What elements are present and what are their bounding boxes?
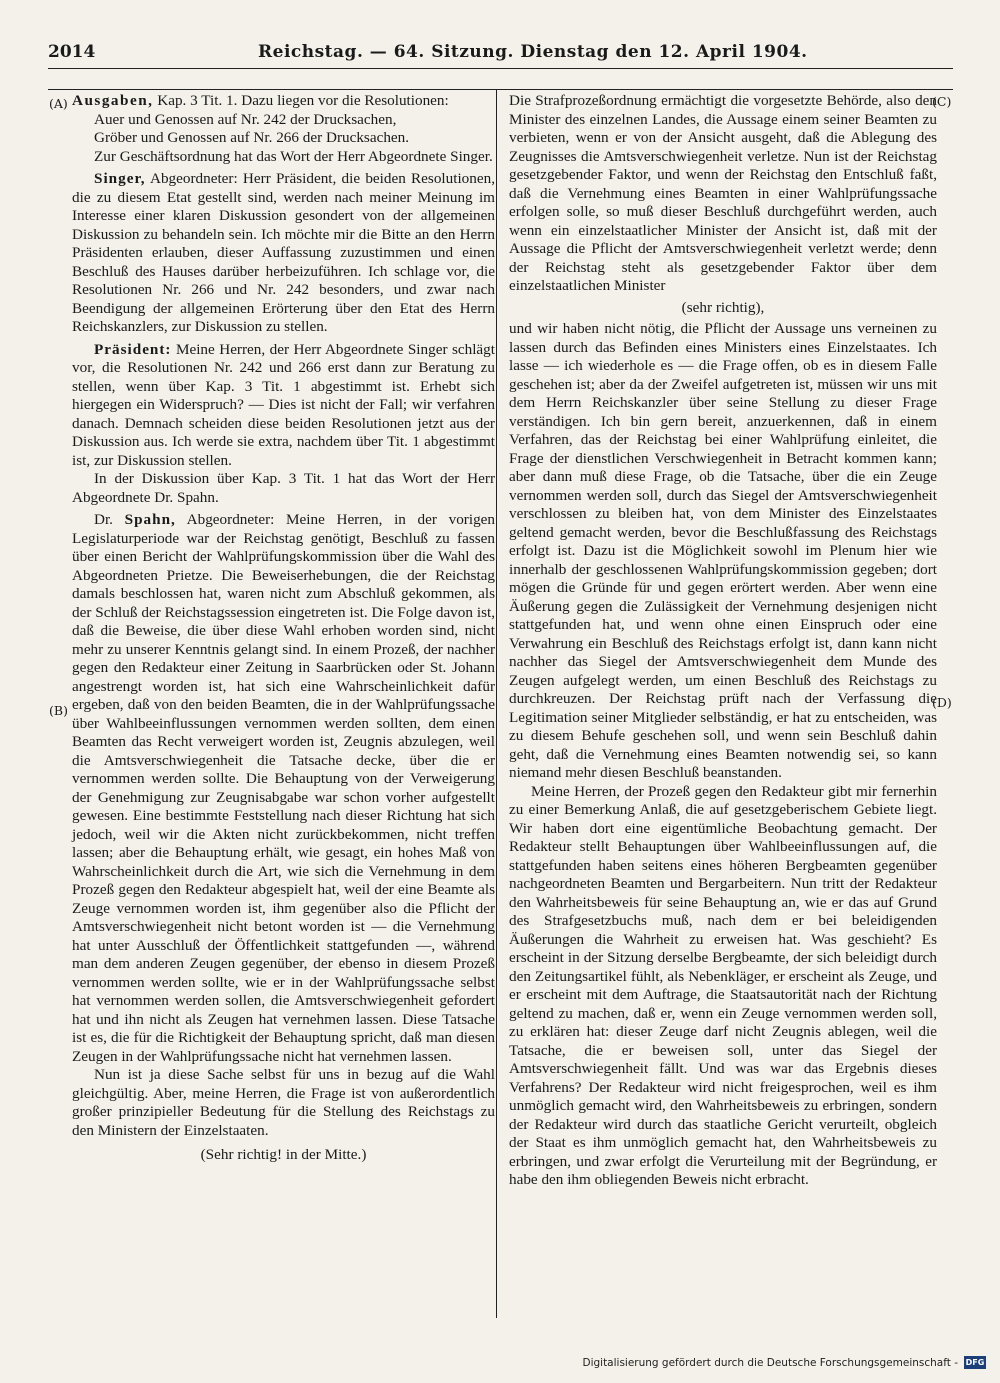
resolution-auer: Auer und Genossen auf Nr. 242 der Drucksachen, [94, 110, 397, 128]
header-rule-bottom [48, 89, 953, 90]
paragraph-budget-item [72, 92, 495, 111]
footer-credit: Digitalisierung gefördert durch die Deutsche Forschungsgemeinschaft - [582, 1356, 958, 1369]
header-rule-top [48, 68, 953, 69]
speaker-singer: Singer, [94, 170, 146, 187]
page-number: 2014 [48, 42, 96, 62]
paragraph-singer [72, 170, 495, 337]
paragraph-president [72, 341, 495, 471]
paragraph-right-3: Meine Herren, der Prozeß gegen den Redakteur gibt mir fernerhin zu einer Bemerkung Anlaß, die auf gesetzgeberischem Gebiete liegt. Wir haben dort eine eigentümliche Beobachtung gemacht. Der Redakteur stellt Behauptungen über Wahlbeeinflussungen auf, die stattgefunden haben seitens eines höheren Bergbeamten gegenüber nachgeordneten Beamten und Bergarbeitern. Nun tritt der Redakteur den Wahrheitsbeweis für seine Behauptung an, wie er das auf Grund des Strafgesetzbuchs muß, nach dem er bei beleidigenden Äußerungen die Wahrheit zu erweisen hat. Was geschieht? Es erscheint in der Sitzung derselbe Bergbeamte, der sich beleidigt durch den Zeitungsartikel fühlt, als Nebenkläger, er erscheint als Zeuge, und er erscheint mit dem Auftrage, die Staatsautorität nach der Richtung geltend zu machen, daß er, wenn ein Zeuge vernommen werden soll, zu erklären hat: dieser Zeuge darf nicht Zeugnis ablegen, weil die Tatsache, die er beweisen soll, unter das Siegel der Amtsverschwiegenheit fällt. Und was war das Ergebnis dieses Verfahrens? Der Redakteur wird nicht freigesprochen, weil es ihm unmöglich gemacht wird, den Wahrheitsbeweis zu erbringen, sondern der Redakteur wird durch das staatliche Gericht verurteilt, obgleich der Staat es ihm unmöglich gemacht hat, den Wahrheitsbeweis zu erbringen, und zwar erfolgt die Verurteilung mit der Begründung, er habe den ihm obliegenden Beweis nicht erbracht. [509, 782, 937, 1188]
margin-mark-a: (A) [49, 96, 68, 111]
paragraph-right-1: Die Strafprozeßordnung ermächtigt die vorgesetzte Behörde, also den Minister des einzelnen Landes, die Aussage einem seiner Beamten zu verbieten, wenn er von der Ansicht ausgeht, daß die Ablegung des Zeugnisses die Amtsverschwiegenheit verletze. Nun ist der Reichstag gesetzgebender Faktor, und wenn der Reichstag den Entschluß faßt, daß die Vernehmung eines Beamten in einer Wahlprüfungssache erfolgen solle, so muß dieser Beschluß durchgeführt werden, auch wenn ein einzelstaatlicher Minister der Ansicht ist, daß mit der Aussage die Pflicht der Amtsverschwiegenheit verletzt werde; denn der Reichstag steht als gesetzgebender Faktor über dem einzelstaatlichen Minister [509, 92, 937, 294]
running-title: Reichstag. — 64. Sitzung. Dienstag den 12. April 1904. [258, 42, 808, 62]
interjection-sehr-richtig: (sehr richtig), [681, 298, 765, 316]
speech-spahn: Abgeordneter: Meine Herren, in der vorigen Legislaturperiode war der Reichstag genötigt, Beschluß zu fassen über einen Bericht der Wahlprüfungskommission über die Wahl des Abgeordneten Prietze. Die Beweiserhebungen, die der Reichstag damals beschlossen hat, waren nicht zum Abschluß gekommen, als der Schluß der Reichstagssession eingetreten ist. Die Folge davon ist, daß die Beweise, die über diese Wahl erhoben worden sind, nicht mehr zu unserer Kenntnis gelangt sind. In einem Prozeß, der nachher gegen den Redakteur einer Zeitung in Saarbrücken oder St. Johann angestrengt worden ist, hat sich eine Wahrscheinlichkeit dafür ergeben, daß von den beiden Beamten, die in der Wahlprüfungssache über Wahlbeeinflussungen vernommen werden sollten, dem einen Beamten das Recht verweigert worden ist, Zeugnis abzulegen, weil die Amtsverschwiegenheit die Tatsache decke, über die er vernommen werden sollte. Die Behauptung von der Verweigerung der Genehmigung zur Zeugnisabgabe war schon vorher aufgestellt gewesen. Eine bestimmte Feststellung nach dieser Richtung hat sich jedoch, weil wir die Akten nicht zurückbekommen, nicht treffen lassen; aber die Behauptung erhält, wie gesagt, ein hohes Maß von Wahrscheinlichkeit durch die Art, wie sich die Vernehmung in dem Prozeß gegen den Redakteur abgespielt hat, weil der eine Beamte als Zeuge vernommen worden ist, ihm gegenüber also die Pflicht der Amtsverschwiegenheit nicht betont worden ist — die Vernehmung hat unter Ausschluß der Öffentlichkeit stattgefunden —, während man dem anderen Zeugen gegenüber, der ebenso in diesem Prozeß vernommen werden sollte, wie er in der Wahlprüfungssache selbst hat vernommen werden sollen, die Amtsverschwiegenheit gefordert hat und ihn nicht als Zeugen hat vernehmen lassen. Diese Tatsache ist es, die für die Richtigkeit der Behauptung spricht, daß man diesen Zeugen in der Wahlprüfungssache nicht hat vernehmen lassen. [72, 511, 495, 1065]
speech-president: Meine Herren, der Herr Abgeordnete Singer schlägt vor, die Resolutionen Nr. 242 und 266 erst dann zur Beratung zu stellen, wenn über Kap. 3 Tit. 1 abgestimmt ist. Erhebt sich hiergegen ein Widerspruch? — Dies ist nicht der Fall; wir verfahren danach. Demnach scheiden diese beiden Resolutionen jetzt aus der Diskussion aus. Ich werde sie extra, nachdem über Tit. 1 abgestimmt ist, zur Diskussion stellen. [72, 340, 495, 469]
page-header [48, 42, 953, 66]
speaker-prefix: Dr. [94, 511, 125, 528]
column-divider [496, 90, 497, 1318]
margin-mark-c: (C) [932, 94, 952, 109]
digitization-footer [582, 1356, 986, 1369]
paragraph-spahn [72, 511, 495, 1066]
interjection-applause: (Sehr richtig! in der Mitte.) [200, 1146, 367, 1163]
paragraph-spahn-continued: Nun ist ja diese Sache selbst für uns in bezug auf die Wahl gleichgültig. Aber, meine Herren, die Frage ist von außerordentlich großer prinzipieller Bedeutung für die Stellung des Reichstags zu den Ministern der Einzelstaaten. [72, 1066, 495, 1139]
speech-singer: Abgeordneter: Herr Präsident, die beiden Resolutionen, die zu diesem Etat gestellt sind, werden nach meiner Meinung im Interesse einer klaren Diskussion gesondert von der allgemeinen Diskussion zu behandeln sein. Ich möchte mir die Bitte an den Herrn Präsidenten erlauben, dieser Auffassung zuzustimmen und einen Beschluß des Hauses darüber herbeizuführen. Ich schlage vor, die Resolutionen Nr. 266 und Nr. 242 besonders, und zwar nach Beendigung der allgemeinen Erörterung über den Etat des Herrn Reichskanzlers, zur Diskussion zu stellen. [72, 170, 495, 335]
margin-mark-b: (B) [49, 703, 68, 718]
paragraph-discussion: In der Diskussion über Kap. 3 Tit. 1 hat das Wort der Herr Abgeordnete Dr. Spahn. [72, 470, 495, 506]
paragraph-procedure: Zur Geschäftsordnung hat das Wort der Herr Abgeordnete Singer. [94, 147, 493, 165]
right-column [509, 92, 937, 1190]
paragraph-right-2: und wir haben nicht nötig, die Pflicht der Aussage uns verneinen zu lassen durch das Befinden eines Ministers eines Einzelstaates. Ich lasse — ich wiederhole es — die Frage offen, ob es in diesem Falle geschehen ist; aber da der Zweifel aufgetreten ist, müssen wir uns mit dem Herrn Reichskanzler über seine Stellung zu dieser Frage verständigen. Ich bin gern bereit, anzuerkennen, daß in einem Verfahren, das der Reichstag bei einer Wahlprüfung einleitet, die Frage der dienstlichen Verschwiegenheit in Betracht kommen kann; aber dann muß diese Frage, ob die Tatsache, über die ein Zeuge vernommen werden soll, durch das Siegel der Amtsverschwiegenheit verschlossen zu bleiben hat, von dem Minister des Einzelstaates geltend gemacht werden, bevor die Beschlußfassung des Reichstags erfolgt ist. Dazu ist die Möglichkeit sowohl im Plenum hier wie innerhalb der geschlossenen Wahlprüfungskommission gegeben; dort mögen die Gründe für und gegen erörtert werden. Aber wenn eine Äußerung gegen die Zulässigkeit der Vernehmung desjenigen nicht stattgefunden hat, und wenn ohne einen Einspruch oder eine Verwahrung ein Beschluß des Reichstags erfolgt ist, dann kann nicht nachher das Siegel der Amtsverschwiegenheit dem Munde des Zeugen aufgelegt werden, um einen Beschluß des Reichstags zu durchkreuzen. Der Reichstag prüft nach der Verfassung die Legitimation seiner Mitglieder selbständig, er hat zu entscheiden, was zu diesem Behufe geschehen soll, und wenn sein Beschluß dahin geht, daß die Vernehmung eines Beamten notwendig sei, so kann niemand mehr diesen Beschluß beanstanden. [509, 320, 937, 781]
resolution-groeber: Gröber und Genossen auf Nr. 266 der Drucksachen. [94, 129, 410, 146]
budget-heading: Ausgaben, [72, 92, 154, 109]
left-column [72, 92, 495, 1165]
dfg-logo-icon: DFG [965, 1358, 985, 1367]
margin-mark-d: (D) [932, 695, 952, 710]
budget-text: Kap. 3 Tit. 1. Dazu liegen vor die Resolutionen: [153, 92, 449, 109]
speaker-president: Präsident: [94, 340, 172, 358]
speaker-spahn: Spahn, [124, 511, 176, 528]
